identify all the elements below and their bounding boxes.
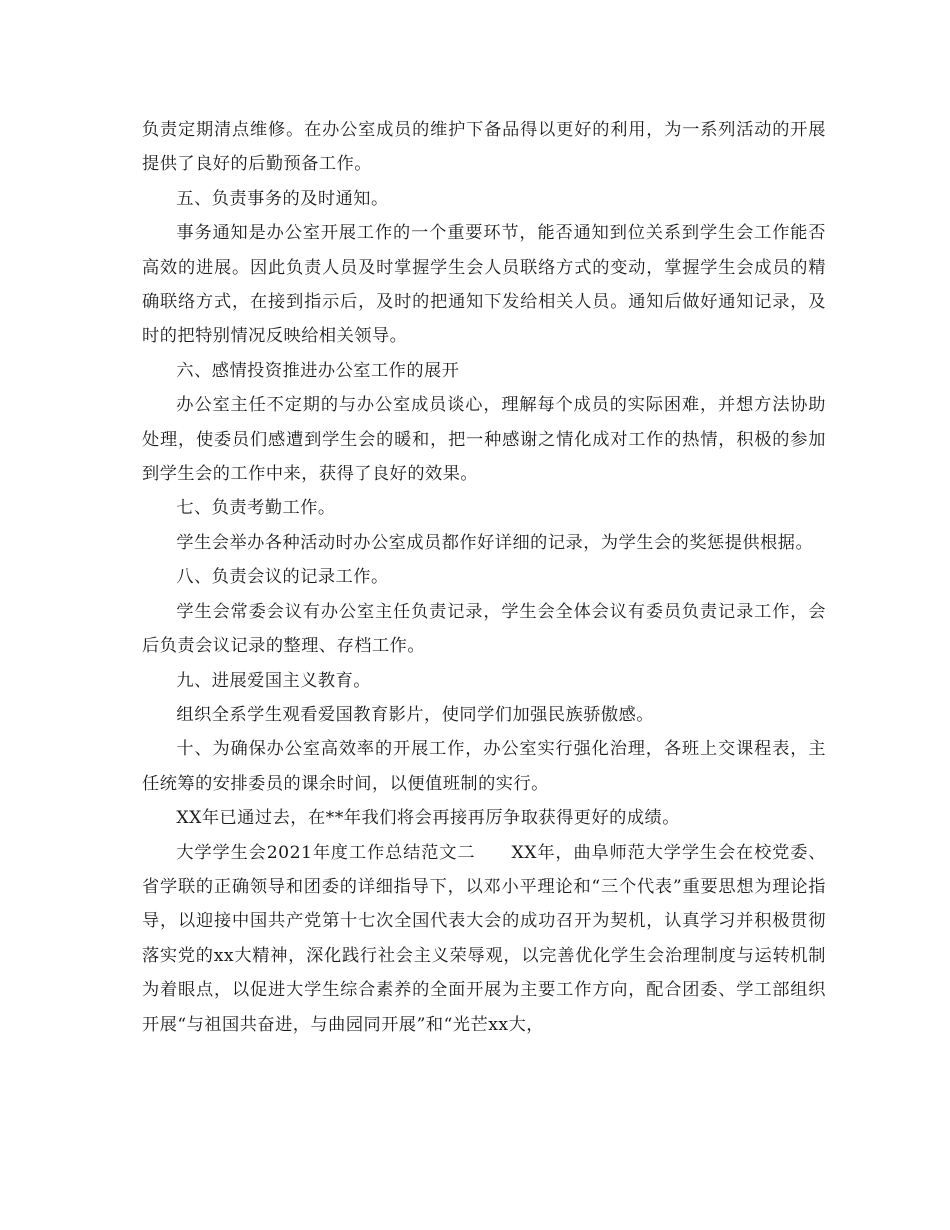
heading-item-5: 五、负责事务的及时通知。	[176, 188, 389, 209]
heading-item-9: 九、进展爱国主义教育。	[176, 670, 371, 691]
paragraph-attendance: 学生会举办各种活动时办公室成员都作好详细的记录，为学生会的奖惩提供根据。	[176, 532, 814, 553]
paragraph-closing: XX年已通过去，在**年我们将会再接再厉争取获得更好的成绩。	[176, 808, 680, 829]
document-body	[142, 113, 826, 1042]
paragraph-continuation: 负责定期清点维修。在办公室成员的维护下备品得以更好的利用，为一系列活动的开展提供了良好的后勤预备工作。	[142, 120, 826, 175]
paragraph-notification: 事务通知是办公室开展工作的一个重要环节，能否通知到位关系到学生会工作能否高效的进展。因此负责人员及时掌握学生会人员联络方式的变动，掌握学生会成员的精确联络方式，在接到指示后，及时的把通知下发给相关人员。通知后做好通知记录，及时的把特别情况反映给相关领导。	[142, 223, 826, 347]
paragraph-item-10: 十、为确保办公室高效率的开展工作，办公室实行强化治理，各班上交课程表，主任统筹的安排委员的课余时间，以便值班制的实行。	[142, 739, 826, 794]
heading-item-6: 六、感情投资推进办公室工作的展开	[176, 360, 460, 381]
heading-item-7: 七、负责考勤工作。	[176, 498, 336, 519]
paragraph-patriotic: 组织全系学生观看爱国教育影片，使同学们加强民族骄傲感。	[176, 704, 654, 725]
paragraph-emotion: 办公室主任不定期的与办公室成员谈心，理解每个成员的实际困难，并想方法协助处理，使委员们感遭到学生会的暖和，把一种感谢之情化成对工作的热情，积极的参加到学生会的工作中来，获得了良好的效果。	[142, 395, 826, 485]
heading-item-8: 八、负责会议的记录工作。	[176, 567, 389, 588]
paragraph-meeting-records: 学生会常委会议有办公室主任负责记录，学生会全体会议有委员负责记录工作，会后负责会议记录的整理、存档工作。	[142, 601, 826, 657]
paragraph-sample-two: 大学学生会2021年度工作总结范文二 XX年，曲阜师范大学学生会在校党委、省学联的正确领导和团委的详细指导下，以邓小平理论和“三个代表”重要思想为理论指导，以迎接中国共产党第十七次全国代表大会的成功召开为契机，认真学习并积极贯彻落实党的xx大精神，深化践行社会主义荣辱观，以完善优化学生会治理制度与运转机制为着眼点，以促进大学生综合素养的全面开展为主要工作方向，配合团委、学工部组织开展“与祖国共奋进，与曲园同开展”和“光芒xx大，	[142, 842, 826, 1035]
